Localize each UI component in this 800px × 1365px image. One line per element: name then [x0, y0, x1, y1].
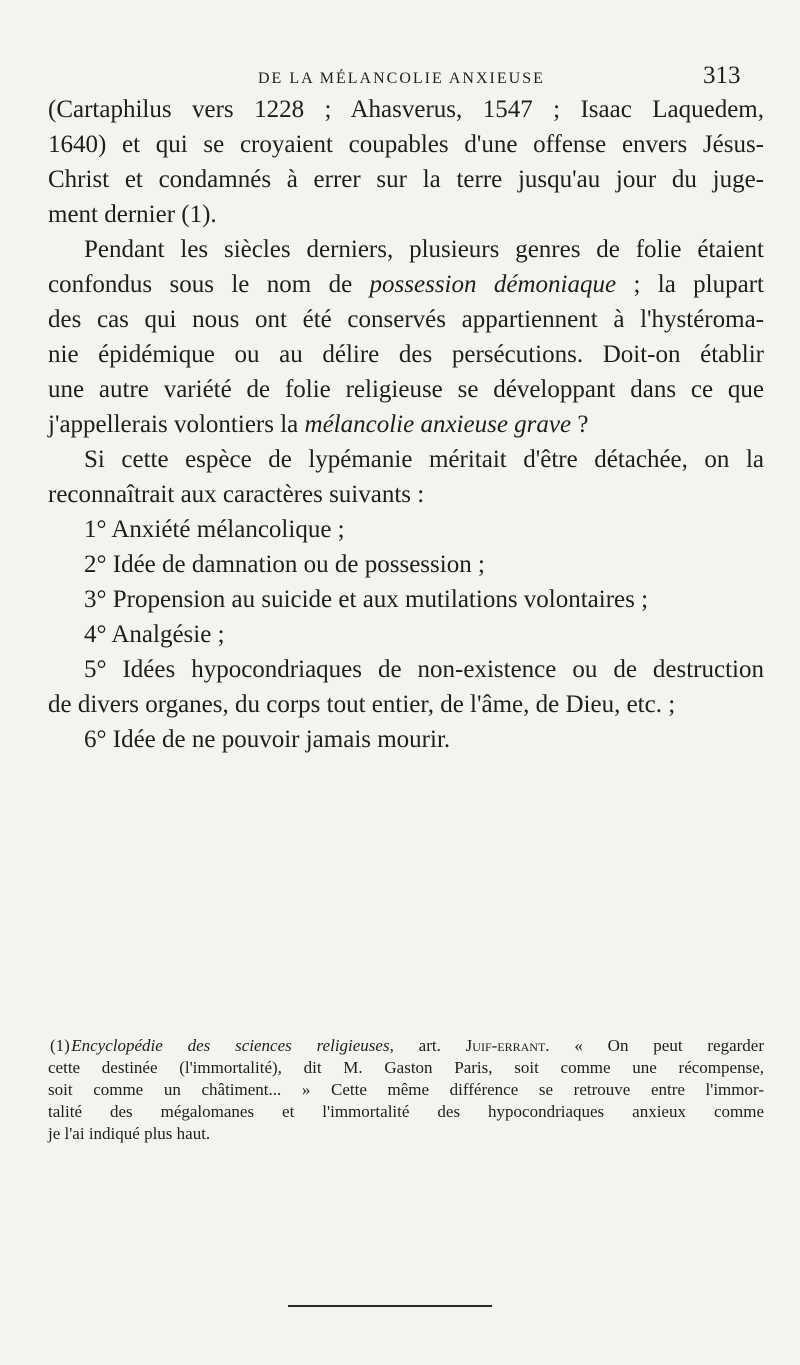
text-run: ?	[571, 411, 589, 438]
text-line: une autre variété de folie religieuse se développant dans ce que	[48, 376, 764, 403]
list-item: 1° Anxiété mélancolique ;	[84, 516, 345, 543]
text-run: j'appellerais volontiers la	[48, 411, 305, 438]
bottom-rule	[288, 1305, 492, 1307]
text-line	[48, 267, 764, 302]
text-run: . « On peut regarder	[545, 1036, 764, 1055]
italic-term: mélancolie anxieuse grave	[304, 411, 572, 438]
text-run: ; la plupart	[616, 271, 764, 298]
footnote-line	[48, 1035, 764, 1057]
list-item: 4° Analgésie ;	[84, 621, 225, 648]
list-item-continuation: de divers organes, du corps tout entier, de l'âme, de Dieu, etc. ;	[48, 691, 676, 718]
footnote	[48, 1035, 764, 1145]
footnote-source-title: Encyclopédie des sciences religieuses	[71, 1036, 390, 1055]
main-text	[48, 92, 764, 757]
text-line: nie épidémique ou au délire des persécutions. Doit-on établir	[48, 341, 764, 368]
footnote-article: Juif-errant	[465, 1036, 546, 1055]
text-run: confondus sous le nom de	[48, 271, 370, 298]
text-line: Christ et condamnés à errer sur la terre jusqu'au jour du juge-	[48, 166, 764, 193]
footnote-line: talité des mégalomanes et l'immortalité des hypocondriaques anxieux comme	[48, 1102, 764, 1121]
list-item: 3° Propension au suicide et aux mutilations volontaires ;	[84, 586, 649, 613]
text-line: ment dernier (1).	[48, 201, 217, 228]
footnote-marker: (1)	[50, 1036, 70, 1055]
italic-term: possession démoniaque	[369, 271, 617, 298]
footnote-line: cette destinée (l'immortalité), dit M. Gaston Paris, soit comme une récompense,	[48, 1058, 764, 1077]
text-line: Pendant les siècles derniers, plusieurs genres de folie étaient	[84, 236, 764, 263]
text-line: Si cette espèce de lypémanie méritait d'être détachée, on la	[84, 446, 764, 473]
page-number: 313	[703, 62, 741, 89]
page-header	[0, 58, 800, 92]
text-run: , art.	[389, 1036, 466, 1055]
footnote-line: soit comme un châtiment... » Cette même différence se retrouve entre l'immor-	[48, 1080, 764, 1099]
text-line	[48, 407, 764, 442]
list-item: 5° Idées hypocondriaques de non-existence ou de destruction	[84, 656, 764, 683]
text-line: (Cartaphilus vers 1228 ; Ahasverus, 1547 ; Isaac Laquedem,	[48, 96, 764, 123]
list-item: 2° Idée de damnation ou de possession ;	[84, 551, 485, 578]
footnote-line: je l'ai indiqué plus haut.	[48, 1124, 211, 1143]
running-title: DE LA MÉLANCOLIE ANXIEUSE	[258, 70, 545, 87]
list-item: 6° Idée de ne pouvoir jamais mourir.	[84, 726, 451, 753]
text-line: 1640) et qui se croyaient coupables d'une offense envers Jésus-	[48, 131, 764, 158]
text-line: reconnaîtrait aux caractères suivants :	[48, 481, 425, 508]
text-line: des cas qui nous ont été conservés appartiennent à l'hystéroma-	[48, 306, 764, 333]
